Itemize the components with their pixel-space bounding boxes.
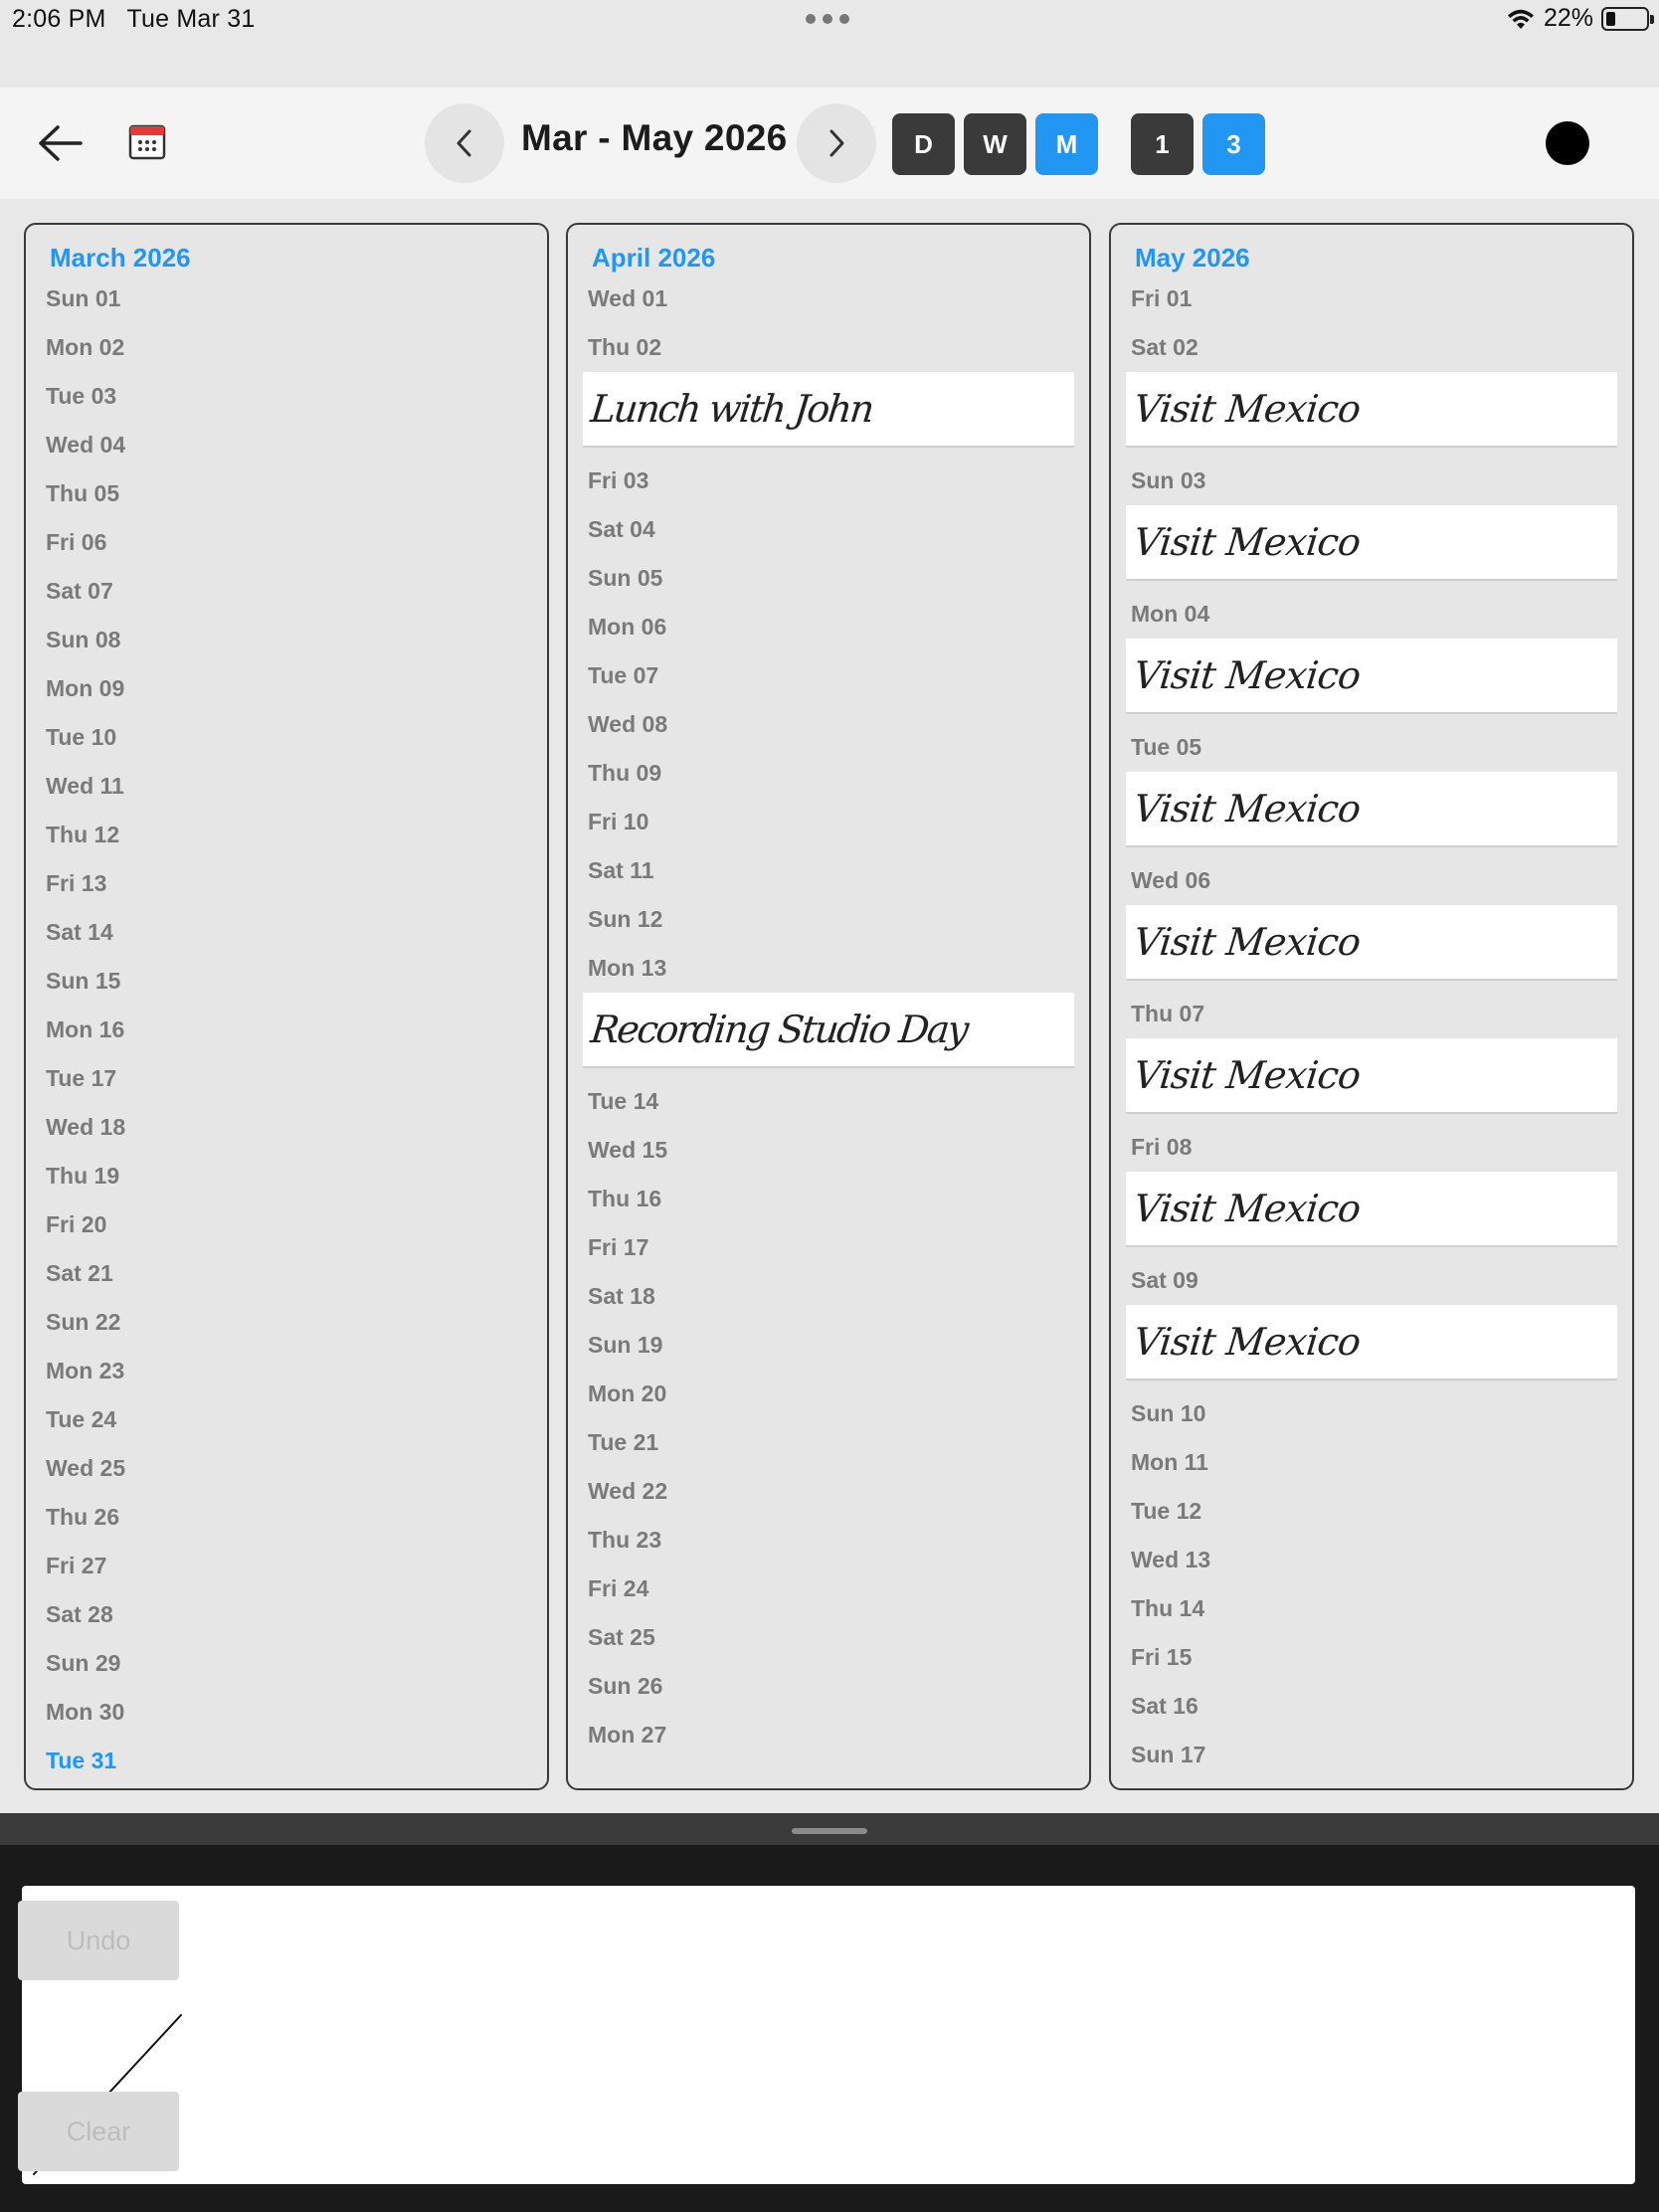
day-label[interactable]: Fri 24 bbox=[588, 1575, 649, 1601]
day-label[interactable]: Sun 26 bbox=[588, 1673, 663, 1699]
month-title: March 2026 bbox=[50, 243, 191, 273]
day-label[interactable]: Tue 17 bbox=[46, 1065, 117, 1091]
day-label[interactable]: Sat 16 bbox=[1131, 1693, 1198, 1719]
day-list[interactable] bbox=[26, 275, 547, 1773]
status-indicators bbox=[1506, 4, 1649, 33]
day-label[interactable]: Thu 07 bbox=[1131, 1001, 1205, 1026]
day-label[interactable]: Thu 23 bbox=[588, 1527, 662, 1553]
day-label[interactable]: Wed 25 bbox=[46, 1455, 126, 1481]
panel-handle-bar bbox=[0, 1813, 1659, 1845]
day-label[interactable]: Mon 11 bbox=[1131, 1449, 1208, 1475]
view-mode-day-button[interactable]: D bbox=[892, 113, 955, 175]
day-label[interactable]: Fri 08 bbox=[1131, 1134, 1193, 1160]
day-label[interactable]: Thu 14 bbox=[1131, 1595, 1205, 1621]
day-label[interactable]: Tue 10 bbox=[46, 724, 117, 750]
day-label[interactable]: Fri 20 bbox=[46, 1211, 107, 1237]
handwriting-ink bbox=[1126, 505, 1621, 581]
day-label[interactable]: Wed 22 bbox=[588, 1478, 668, 1504]
day-label[interactable]: Tue 05 bbox=[1131, 734, 1202, 760]
day-label[interactable]: Sun 12 bbox=[588, 906, 663, 932]
chevron-left-icon bbox=[453, 128, 476, 158]
month-column-may[interactable] bbox=[1109, 223, 1634, 1790]
day-label[interactable]: Sun 22 bbox=[46, 1309, 121, 1335]
back-button[interactable] bbox=[30, 115, 90, 171]
day-label[interactable]: Mon 09 bbox=[46, 675, 125, 701]
multitasking-dots-icon[interactable] bbox=[806, 14, 849, 24]
day-label[interactable]: Mon 04 bbox=[1131, 601, 1210, 627]
handwritten-entry[interactable] bbox=[1126, 1305, 1617, 1381]
handwritten-entry[interactable] bbox=[1126, 1172, 1617, 1247]
handwritten-entry[interactable] bbox=[583, 993, 1074, 1068]
next-range-button[interactable] bbox=[797, 103, 876, 183]
svg-text:Visit Mexico: Visit Mexico bbox=[1131, 920, 1364, 964]
view-mode-week-button[interactable]: W bbox=[964, 113, 1026, 175]
day-label[interactable]: Sun 05 bbox=[588, 565, 663, 591]
svg-text:Visit Mexico: Visit Mexico bbox=[1131, 387, 1364, 431]
day-label[interactable]: Wed 06 bbox=[1131, 867, 1211, 893]
handwriting-ink bbox=[583, 372, 1078, 448]
day-label[interactable]: Fri 13 bbox=[46, 870, 107, 896]
battery-percent: 22% bbox=[1543, 4, 1593, 32]
handwriting-ink bbox=[1126, 639, 1621, 714]
arrow-left-icon bbox=[37, 123, 83, 163]
day-label[interactable]: Sun 15 bbox=[46, 968, 121, 994]
pen-color-picker[interactable] bbox=[1546, 121, 1589, 165]
chevron-right-icon bbox=[825, 128, 848, 158]
day-label[interactable]: Sat 04 bbox=[588, 516, 655, 542]
svg-text:Visit Mexico: Visit Mexico bbox=[1131, 1320, 1364, 1364]
day-label[interactable]: Mon 27 bbox=[588, 1722, 667, 1748]
day-label[interactable]: Wed 11 bbox=[46, 773, 124, 799]
drag-handle[interactable] bbox=[792, 1828, 867, 1834]
day-label[interactable]: Mon 23 bbox=[46, 1358, 125, 1383]
day-label[interactable]: Mon 30 bbox=[46, 1699, 125, 1725]
day-label[interactable]: Thu 05 bbox=[46, 480, 120, 506]
day-label[interactable]: Thu 09 bbox=[588, 760, 662, 786]
columns-3-button[interactable]: 3 bbox=[1202, 113, 1265, 175]
status-time: 2:06 PM Tue Mar 31 bbox=[12, 5, 256, 33]
month-title: April 2026 bbox=[592, 243, 716, 273]
day-label[interactable]: Mon 20 bbox=[588, 1381, 667, 1406]
day-label[interactable]: Sat 21 bbox=[46, 1260, 113, 1286]
handwritten-entry[interactable] bbox=[1126, 639, 1617, 714]
day-label[interactable]: Thu 12 bbox=[46, 822, 120, 847]
range-title: Mar - May 2026 bbox=[521, 117, 788, 158]
day-label[interactable]: Fri 10 bbox=[588, 809, 649, 834]
month-column-march[interactable] bbox=[24, 223, 549, 1790]
day-label[interactable]: Sat 02 bbox=[1131, 334, 1198, 360]
handwritten-entry[interactable] bbox=[1126, 372, 1617, 448]
calendar-button[interactable] bbox=[123, 117, 171, 165]
day-label[interactable]: Thu 02 bbox=[588, 334, 662, 360]
svg-text:Visit Mexico: Visit Mexico bbox=[1131, 1053, 1364, 1097]
day-label[interactable]: Fri 03 bbox=[588, 467, 649, 493]
handwritten-entry[interactable] bbox=[1126, 772, 1617, 847]
day-label[interactable]: Sat 09 bbox=[1131, 1267, 1198, 1293]
day-label[interactable]: Sat 25 bbox=[588, 1624, 655, 1650]
day-label[interactable]: Fri 27 bbox=[46, 1553, 107, 1578]
svg-text:Visit Mexico: Visit Mexico bbox=[1131, 787, 1364, 830]
svg-text:Lunch with John: Lunch with John bbox=[588, 387, 877, 431]
handwritten-entry[interactable] bbox=[583, 372, 1074, 448]
day-label[interactable]: Tue 14 bbox=[588, 1088, 659, 1114]
day-label[interactable]: Sun 19 bbox=[588, 1332, 663, 1358]
day-label[interactable]: Mon 16 bbox=[46, 1016, 125, 1042]
day-label[interactable]: Sun 01 bbox=[46, 285, 121, 311]
handwriting-ink bbox=[1126, 1172, 1621, 1247]
day-label[interactable]: Wed 15 bbox=[588, 1137, 668, 1163]
day-label[interactable]: Sun 10 bbox=[1131, 1400, 1206, 1426]
day-label[interactable]: Mon 02 bbox=[46, 334, 125, 360]
handwriting-ink bbox=[1126, 905, 1621, 981]
day-label[interactable]: Thu 26 bbox=[46, 1504, 120, 1530]
handwriting-panel bbox=[0, 1845, 1659, 2212]
day-label[interactable]: Sat 18 bbox=[588, 1283, 655, 1309]
day-label[interactable]: Mon 13 bbox=[588, 955, 667, 981]
day-label[interactable]: Sat 07 bbox=[46, 578, 113, 604]
handwriting-ink bbox=[583, 993, 1078, 1068]
day-label[interactable]: Sun 17 bbox=[1131, 1742, 1206, 1767]
handwriting-ink bbox=[1126, 1038, 1621, 1114]
day-label[interactable]: Tue 07 bbox=[588, 662, 659, 688]
wifi-icon bbox=[1506, 7, 1536, 31]
day-label[interactable]: Fri 15 bbox=[1131, 1644, 1193, 1670]
day-label[interactable]: Wed 04 bbox=[46, 432, 126, 458]
day-label[interactable]: Fri 01 bbox=[1131, 285, 1193, 311]
day-label[interactable]: Wed 08 bbox=[588, 711, 668, 737]
svg-text:Visit Mexico: Visit Mexico bbox=[1131, 520, 1364, 564]
day-label[interactable]: Sun 08 bbox=[46, 627, 121, 652]
day-label[interactable]: Tue 03 bbox=[46, 383, 117, 409]
battery-icon bbox=[1601, 7, 1649, 31]
day-label[interactable]: Fri 17 bbox=[588, 1234, 649, 1260]
month-title: May 2026 bbox=[1135, 243, 1250, 273]
view-mode-month-button[interactable]: M bbox=[1035, 113, 1098, 175]
day-label[interactable]: Tue 31 bbox=[46, 1748, 117, 1773]
undo-button[interactable]: Undo bbox=[18, 1901, 179, 1980]
day-label[interactable]: Fri 06 bbox=[46, 529, 107, 555]
handwriting-ink bbox=[1126, 1305, 1621, 1381]
day-label[interactable]: Sat 14 bbox=[46, 919, 113, 945]
day-label[interactable]: Wed 18 bbox=[46, 1114, 126, 1140]
day-label[interactable]: Thu 16 bbox=[588, 1186, 662, 1211]
svg-text:Visit Mexico: Visit Mexico bbox=[1131, 653, 1364, 697]
day-label[interactable]: Mon 06 bbox=[588, 614, 667, 640]
toolbar bbox=[0, 88, 1659, 199]
handwritten-entry[interactable] bbox=[1126, 505, 1617, 581]
previous-range-button[interactable] bbox=[425, 103, 504, 183]
svg-text:Visit Mexico: Visit Mexico bbox=[1131, 1187, 1364, 1230]
day-label[interactable]: Tue 12 bbox=[1131, 1498, 1202, 1524]
day-label[interactable]: Wed 13 bbox=[1131, 1547, 1211, 1572]
day-label[interactable]: Tue 21 bbox=[588, 1429, 659, 1455]
day-label[interactable]: Sat 11 bbox=[588, 857, 654, 883]
day-list[interactable] bbox=[1111, 275, 1632, 1767]
pen-stroke bbox=[22, 1886, 1635, 2184]
calendar-icon bbox=[128, 122, 166, 160]
handwriting-canvas[interactable] bbox=[22, 1886, 1635, 2184]
handwriting-ink bbox=[1126, 772, 1621, 847]
handwritten-entry[interactable] bbox=[1126, 905, 1617, 981]
day-label[interactable]: Tue 24 bbox=[46, 1406, 117, 1432]
svg-text:Recording Studio Day: Recording Studio Day bbox=[588, 1008, 972, 1051]
columns-1-button[interactable]: 1 bbox=[1131, 113, 1194, 175]
day-list[interactable] bbox=[568, 275, 1089, 1748]
day-label[interactable]: Sun 29 bbox=[46, 1650, 121, 1676]
day-label[interactable]: Thu 19 bbox=[46, 1163, 120, 1189]
handwritten-entry[interactable] bbox=[1126, 1038, 1617, 1114]
handwriting-ink bbox=[1126, 372, 1621, 448]
clear-button[interactable]: Clear bbox=[18, 2092, 179, 2171]
day-label[interactable]: Sun 03 bbox=[1131, 467, 1206, 493]
day-label[interactable]: Wed 01 bbox=[588, 285, 668, 311]
day-label[interactable]: Sat 28 bbox=[46, 1601, 113, 1627]
month-column-april[interactable] bbox=[566, 223, 1091, 1790]
status-bar bbox=[0, 0, 1659, 40]
